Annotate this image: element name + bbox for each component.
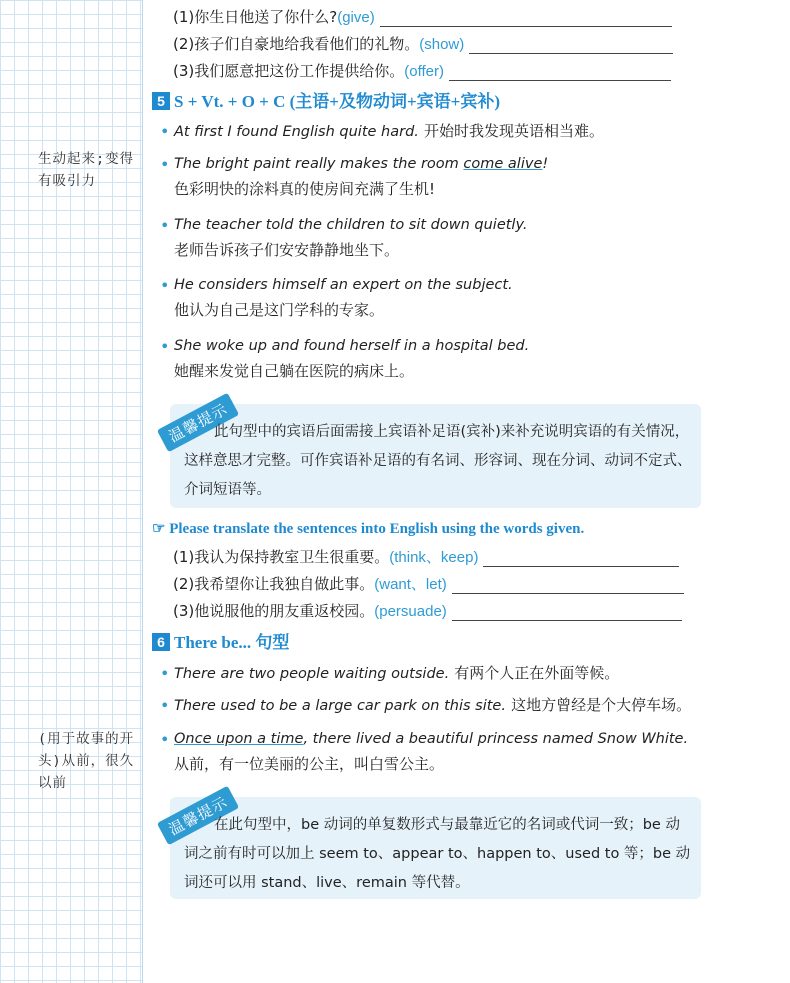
bullet-icon: • [160, 664, 170, 683]
tip-badge: 温馨提示 [157, 393, 239, 453]
highlighted-phrase: Once upon a time [174, 731, 304, 747]
section-number: 6 [152, 633, 170, 651]
margin-note-come-alive: 生动起来;变得有吸引力 [38, 151, 135, 189]
example-5-4: • He considers himself an expert on the subject. 他认为自己是这门学科的专家。 [160, 276, 513, 319]
bullet-icon: • [160, 155, 170, 174]
answer-blank[interactable] [452, 579, 684, 594]
hint-word: (want、let) [374, 576, 447, 593]
margin-note-once-upon-a-time: (用于故事的开头)从前，很久以前 [38, 731, 135, 791]
answer-blank[interactable] [452, 606, 682, 621]
example-6-3: • Once upon a time, there lived a beautiful princess named Snow White. 从前，有一位美丽的公主，叫白雪公主。 [160, 730, 689, 773]
bullet-icon: • [160, 337, 170, 356]
hint-word: (show) [419, 36, 465, 53]
practice-item-3: (3)我们愿意把这份工作提供给你。(offer) [173, 60, 671, 81]
section-5-title: 5 S + Vt. + O + C (主语+及物动词+宾语+宾补) [152, 87, 500, 112]
practice-item-2: (2)孩子们自豪地给我看他们的礼物。(show) [173, 33, 673, 54]
section-number: 5 [152, 92, 170, 110]
bullet-icon: • [160, 122, 170, 141]
bullet-icon: • [160, 276, 170, 295]
example-5-1: • At first I found English quite hard. 开始时我发现英语相当难。 [160, 122, 605, 141]
margin-notes-column [0, 0, 143, 983]
tip-box-5 [165, 399, 701, 508]
answer-blank[interactable] [469, 39, 673, 54]
bullet-icon: • [160, 216, 170, 235]
hint-word: (give) [337, 9, 375, 26]
bullet-icon: • [160, 696, 170, 715]
example-5-5: • She woke up and found herself in a hospital bed. 她醒来发觉自己躺在医院的病床上。 [160, 337, 530, 380]
example-6-1: • There are two people waiting outside. 有两个人正在外面等候。 [160, 664, 620, 683]
answer-blank[interactable] [380, 12, 672, 27]
pointing-hand-icon: ☞ [152, 521, 166, 537]
bullet-icon: • [160, 730, 170, 749]
tip-box-6 [165, 792, 701, 899]
practice-item-5: (2)我希望你让我独自做此事。(want、let) [173, 573, 684, 594]
example-6-2: • There used to be a large car park on this site. 这地方曾经是个大停车场。 [160, 696, 692, 715]
practice-item-1: (1)你生日他送了你什么?(give) [173, 6, 672, 27]
answer-blank[interactable] [449, 66, 671, 81]
section-6-title: 6 There be... 句型 [152, 628, 289, 653]
tip-badge: 温馨提示 [157, 786, 239, 846]
practice-item-4: (1)我认为保持教室卫生很重要。(think、keep) [173, 546, 679, 567]
hint-word: (offer) [404, 63, 444, 80]
hint-word: (think、keep) [389, 549, 479, 566]
example-5-2: • The bright paint really makes the room come alive! 色彩明快的涂料真的使房间充满了生机! [160, 155, 549, 198]
practice-item-6: (3)他说服他的朋友重返校园。(persuade) [173, 600, 682, 621]
practice-heading: ☞ Please translate the sentences into English using the words given. [152, 521, 585, 537]
tip-text: 在此句型中，be 动词的单复数形式与最靠近它的名词或代词一致；be 动词之前有时可以加上 seem to、appear to、happen to、used to 等；be 动词还可以用 stand、live、remain 等代替。 [184, 817, 691, 891]
tip-text: 此句型中的宾语后面需接上宾语补足语(宾补)来补充说明宾语的有关情况，这样意思才完整。可作宾语补足语的有名词、形容词、现在分词、动词不定式、介词短语等。 [184, 424, 692, 498]
highlighted-phrase: come alive [463, 156, 543, 172]
example-5-3: • The teacher told the children to sit down quietly. 老师告诉孩子们安安静静地坐下。 [160, 216, 528, 259]
hint-word: (persuade) [374, 603, 447, 620]
answer-blank[interactable] [483, 552, 679, 567]
